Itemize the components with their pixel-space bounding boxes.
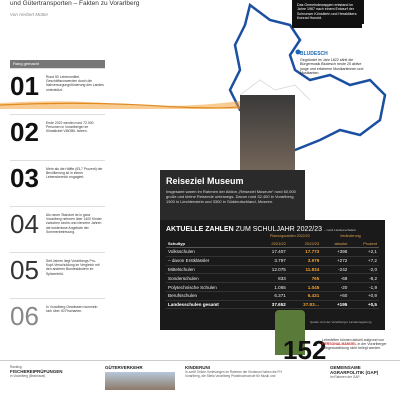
rank-text: Seit Jahren liegt Vorarlbergs Pro-Kopf-Verschuldung im Vergleich mit den anderen Bundesländern im Spitzenfeld. (46, 259, 100, 276)
col-header: Schultyp (166, 240, 257, 248)
cell-plan: 6.431 (288, 291, 321, 300)
cell-abs: -242 (321, 265, 349, 274)
cell-pct: -2,0 (349, 265, 379, 274)
fishing-kicker: Ranking (10, 365, 22, 369)
rank-row-3 (10, 160, 105, 206)
cell-type: Volksschulen (166, 248, 257, 257)
cell-plan: 1.045 (288, 283, 321, 292)
col-header: absolut (321, 240, 349, 248)
plan-group-header: Planungszahlen 2022/23 (270, 234, 310, 238)
rank-row-5 (10, 252, 105, 298)
cell-pct: +0,5 (349, 300, 379, 309)
big-number-text (322, 338, 387, 351)
rank-row-4 (10, 206, 105, 252)
rank-number: 04 (10, 209, 39, 239)
table-row (166, 256, 379, 265)
cell-abs: +396 (321, 248, 349, 257)
col-header: 2022/23 (288, 240, 321, 248)
table-total-row (166, 300, 379, 309)
page-title: und Gütertransporten – Fakten zu Vorarlberg (10, 0, 140, 7)
cell-pct: +7,2 (349, 256, 379, 265)
cell-plan: 3.979 (288, 256, 321, 265)
big-number-text-post: in der Vorarlberger Pflegeausbildung nicht belegt werden. (322, 342, 387, 351)
cell-type: Mittelschulen (166, 265, 257, 274)
table-row (166, 265, 379, 274)
cell-prev: 17.407 (257, 248, 288, 257)
freight-heading: GÜTERVERKEHR (105, 365, 143, 370)
museum-box (160, 170, 305, 220)
rank-row-2 (10, 114, 105, 160)
cell-abs: -68 (321, 274, 349, 283)
cell-pct: +2,1 (349, 248, 379, 257)
cell-type: Polytechnische Schulen (166, 283, 257, 292)
rank-text: Mehr als die Hälfte (63,7 Prozent) der Bevölkerung ist in einem Lebensbereich engagiert. (46, 167, 103, 180)
col-header: 2021/22 (257, 240, 288, 248)
big-number: 152 (283, 335, 327, 365)
table-title (166, 226, 356, 233)
cell-pct: +0,9 (349, 291, 379, 300)
gap-text: Im Rahmen der GAP- (330, 375, 361, 379)
ranking-column (10, 60, 105, 358)
cell-type: – davon Erstklässler (166, 256, 257, 265)
freight-photo (105, 372, 175, 390)
cell-prev: 12.075 (257, 265, 288, 274)
cell-abs: -20 (321, 283, 349, 292)
cell-type: Berufsschulen (166, 291, 257, 300)
rank-row-1 (10, 68, 105, 114)
cell-prev: 37.652 (257, 300, 288, 309)
col-header: Prozent (349, 240, 379, 248)
kinderuni-text: In zwölf Online-Vorlesungen im Rahmen der Kinderuni haben die FH Vorarlberg, die Stella Vorarlberg Privathochschule für Musik und (185, 370, 282, 378)
cell-plan: 765 (288, 274, 321, 283)
fishing-heading: FISCHEREIPRÜFUNGEN (10, 369, 63, 374)
cell-pct: -8,2 (349, 274, 379, 283)
cell-plan: 11.834 (288, 265, 321, 274)
gap-heading: GEMEINSAME AGRARPOLITIK (GAP) (330, 365, 379, 375)
table-row (166, 283, 379, 292)
change-group-header: Veränderung (340, 234, 361, 238)
cell-abs: +60 (321, 291, 349, 300)
rank-text: Ende 2022 werden rund 72.000 Personen in Vorarlberger im Klimaticket VMOBIL fahren. (46, 121, 94, 134)
kinderuni-heading: KINDERUNI (185, 365, 211, 370)
table-row (166, 248, 379, 257)
rank-text: Als neuer Standort ist in ganz Vorarlberg nehmen über 1400 Kinder zwischen sechs und vierzehn Jahren die kostenlose Angebote der Sommerbetreuung. (46, 213, 102, 234)
cell-plan: 37.83… (288, 300, 321, 309)
rank-number: 05 (10, 255, 39, 285)
cell-type: Sonderschulen (166, 274, 257, 283)
rank-row-6 (10, 298, 105, 344)
rank-text: In Vorarlberg Gewässern tummeln sich über 40 Fischarten. (46, 305, 98, 314)
table-row (166, 291, 379, 300)
museum-title: Reiseziel Museum (166, 176, 244, 186)
cell-prev: 6.371 (257, 291, 288, 300)
gap-column (330, 365, 395, 379)
coat-of-arms-callout: Das Gemeindewappen entstand im Jahre 1967 nach einem Entwurf der Schrunser Künstlerin und Heraldikers Konrad Honold. (294, 0, 364, 24)
cell-prev: 833 (257, 274, 288, 283)
table-header-row (166, 240, 379, 248)
freight-column (105, 365, 180, 390)
museum-text: Insgesamt waren im Rahmen der Aktion „Reiseziel Museum“ rund 60.000 große und kleine Reisende unterwegs. Davon rund 32.400 in Vorarlberg, 1900 in Liechtenstein und 3300 in Süddeutschland, Museen. (166, 189, 296, 204)
table-title-light: ZUM SCHULJAHR 2022/23 (233, 226, 322, 233)
rank-number: 02 (10, 117, 39, 147)
ranking-label: Rang gemacht (10, 60, 105, 68)
author-line: Von Herbert Motter (10, 12, 49, 17)
cell-prev: 3.797 (257, 256, 288, 265)
school-stats-table (166, 240, 379, 309)
cell-plan: 17.773 (288, 248, 321, 257)
big-number-text-pre: Lehrstellen können aktuell aufgrund von (322, 338, 385, 342)
cell-type: Landesschulen gesamt (166, 300, 257, 309)
table-row (166, 274, 379, 283)
bludesch-text: Gegründet im Jahr 1822 zählt die Bürgermusik Bludesch heute 25 aktive junge und erfahrene Musikantinnen und Musikanten. (300, 58, 364, 76)
rank-number: 03 (10, 163, 39, 193)
fishing-subheading: in Vorarlberg (Bezirksrat) (10, 374, 46, 378)
bludesch-heading: BLUDESCH (300, 51, 328, 57)
kinderuni-column (185, 365, 290, 378)
cell-abs: +195 (321, 300, 349, 309)
cell-abs: +272 (321, 256, 349, 265)
table-title-bold: AKTUELLE ZAHLEN (166, 226, 234, 233)
rank-text: Rund 50 Lebensmittel-Geschäftsvorwerden durch die Nahversorgungsförderung des Landes unterstützt. (46, 75, 104, 92)
fishing-column (10, 365, 100, 378)
table-source: Quelle: Amt der Vorarlberger Landesregierung (310, 320, 372, 324)
rank-number: 01 (10, 71, 39, 101)
cell-pct: -1,9 (349, 283, 379, 292)
school-stats-panel (160, 220, 385, 330)
big-number-highlight: PERSONALMANGEL (322, 342, 357, 347)
cell-prev: 1.065 (257, 283, 288, 292)
table-title-note: – rund Landesschulen (323, 228, 356, 232)
rank-number: 06 (10, 301, 39, 331)
bottom-strip (0, 360, 400, 401)
